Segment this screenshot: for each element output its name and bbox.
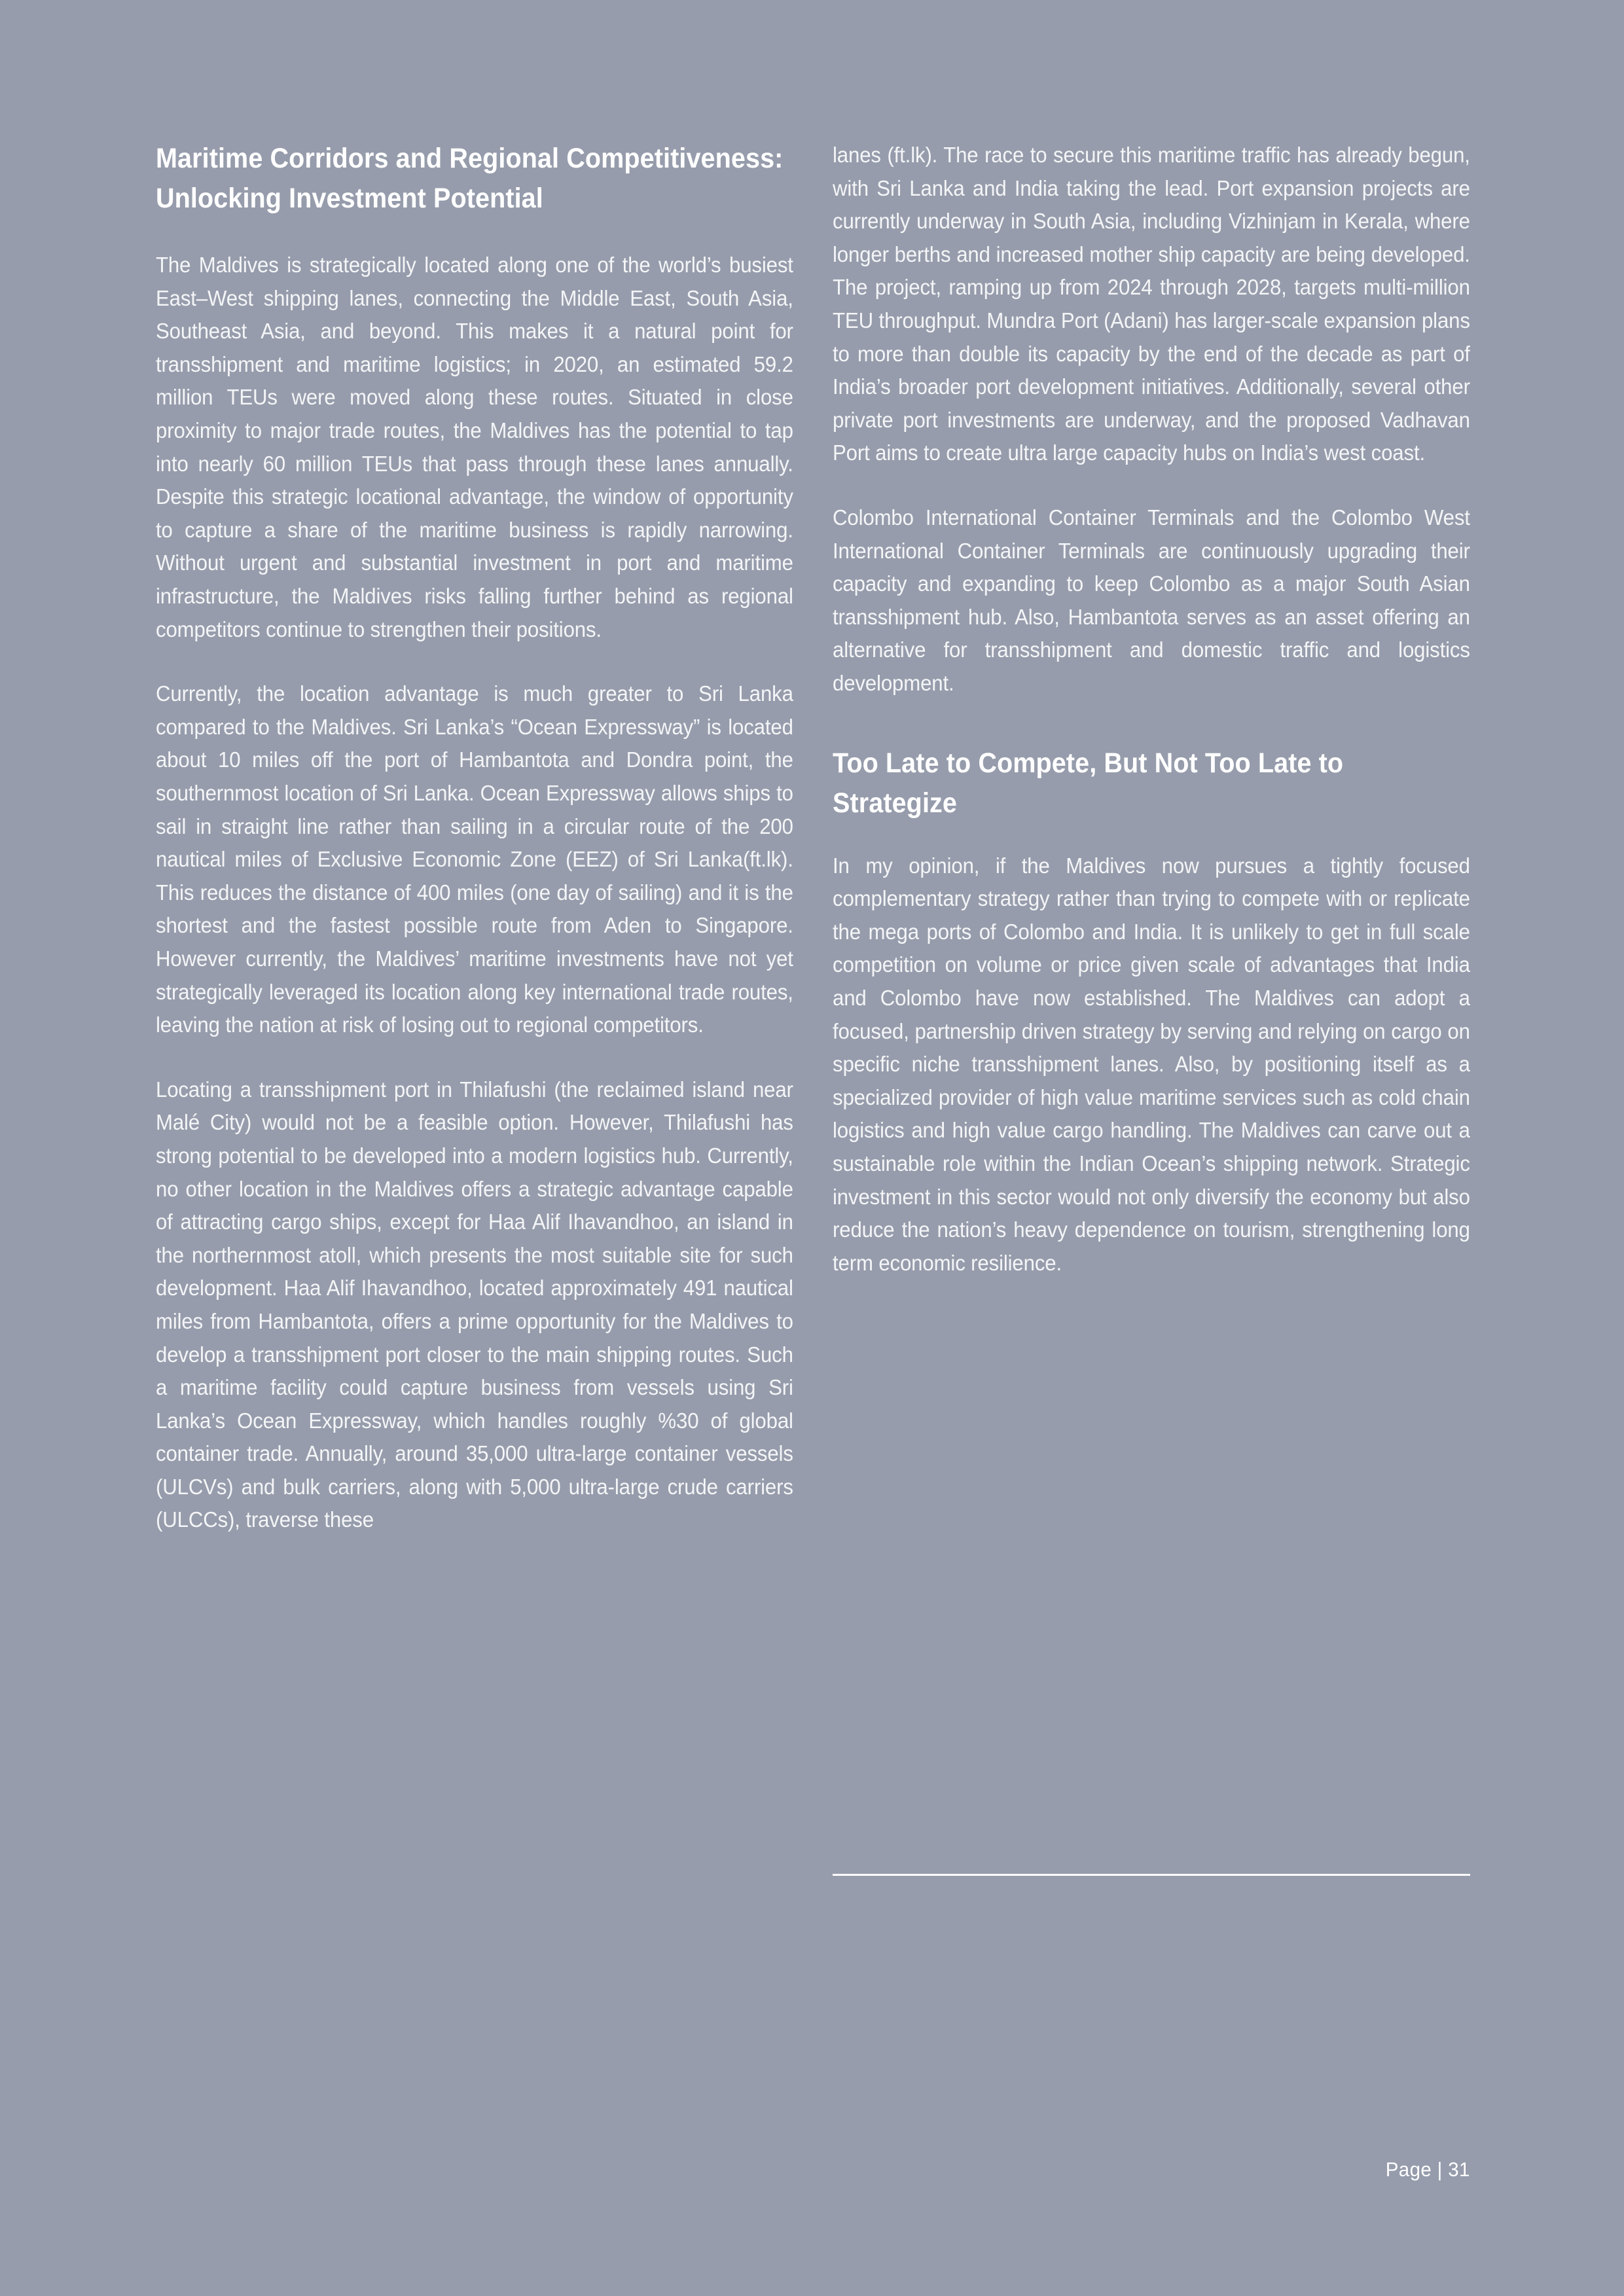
two-column-layout [156, 139, 1470, 2142]
section-heading: Too Late to Compete, But Not Too Late to Strategize [833, 747, 1344, 819]
paragraph: Colombo International Container Terminals and the Colombo West International Container Terminals are continuously upgrading their capacity and expanding to keep Colombo as a major South Asian transshipment hub. Also, Hambantota serves as an asset offering an alternative for transshipment and domestic traffic and logistics development. [833, 505, 1470, 695]
page-number: Page | 31 [1386, 2158, 1470, 2181]
paragraph: In my opinion, if the Maldives now pursues a tightly focused complementary strategy rather than trying to compete with or replicate the mega ports of Colombo and India. It is unlikely to get in full scale competition on volume or price given scale of advantages that India and Colombo have now established. The Maldives can adopt a focused, partnership driven strategy by serving and relying on cargo on specific niche transshipment lanes. Also, by positioning itself as a specialized provider of high value maritime services such as cold chain logistics and high value cargo handling. The Maldives can carve out a sustainable role within the Indian Ocean’s shipping network. Strategic investment in this sector would not only diversify the economy but also reduce the nation’s heavy dependence on tourism, strengthening long term economic resilience. [833, 853, 1470, 1275]
paragraph: Currently, the location advantage is much greater to Sri Lanka compared to the Maldives. Sri Lanka’s “Ocean Expressway” is located about 10 miles off the port of Hambantota and Dondra point, the southernmost location of Sri Lanka. Ocean Expressway allows ships to sail in straight line rather than sailing in a circular route of the 200 nautical miles of Exclusive Economic Zone (EEZ) of Sri Lanka(ft.lk). This reduces the distance of 400 miles (one day of sailing) and it is the shortest and the fastest possible route from Aden to Singapore. However currently, the Maldives’ maritime investments have not yet strategically leveraged its location along key international trade routes, leaving the nation at risk of losing out to regional competitors. [156, 681, 793, 1037]
paragraph: The Maldives is strategically located along one of the world’s busiest East–West shipping lanes, connecting the Middle East, South Asia, Southeast Asia, and beyond. This makes it a natural point for transshipment and maritime logistics; in 2020, an estimated 59.2 million TEUs were moved along these routes. Situated in close proximity to major trade routes, the Maldives has the potential to tap into nearly 60 million TEUs that pass through these lanes annually. Despite this strategic locational advantage, the window of opportunity to capture a share of the maritime business is rapidly narrowing. Without urgent and substantial investment in port and maritime infrastructure, the Maldives risks falling further behind as regional competitors continue to strengthen their positions. [156, 253, 793, 641]
page-title: Maritime Corridors and Regional Competitiveness: Unlocking Investment Potential [156, 143, 784, 215]
footer-divider [833, 1874, 1470, 1876]
paragraph: Locating a transshipment port in Thilafushi (the reclaimed island near Malé City) would not be a feasible option. However, Thilafushi has strong potential to be developed into a modern logistics hub. Currently, no other location in the Maldives offers a strategic advantage capable of attracting cargo ships, except for Haa Alif Ihavandhoo, an island in the northernmost atoll, which presents the most suitable site for such development. Haa Alif Ihavandhoo, located approximately 491 nautical miles from Hambantota, offers a prime opportunity for the Maldives to develop a transshipment port closer to the main shipping routes. Such a maritime facility could capture business from vessels using Sri Lanka’s Ocean Expressway, which handles roughly %30 of global container trade. Annually, around 35,000 ultra-large container vessels (ULCVs) and bulk carriers, along with 5,000 ultra-large crude carriers (ULCCs), traverse these [156, 1077, 793, 1532]
paragraph: lanes (ft.lk). The race to secure this maritime traffic has already begun, with Sri Lanka and India taking the lead. Port expansion projects are currently underway in South Asia, including Vizhinjam in Kerala, where longer berths and increased mother ship capacity are being developed. The project, ramping up from 2024 through 2028, targets multi-million TEU throughput. Mundra Port (Adani) has larger-scale expansion plans to more than double its capacity by the end of the decade as part of India’s broader port development initiatives. Additionally, several other private port investments are underway, and the proposed Vadhavan Port aims to create ultra large capacity hubs on India’s west coast. [833, 143, 1470, 465]
left-column [156, 139, 793, 1537]
right-column [833, 139, 1470, 1280]
